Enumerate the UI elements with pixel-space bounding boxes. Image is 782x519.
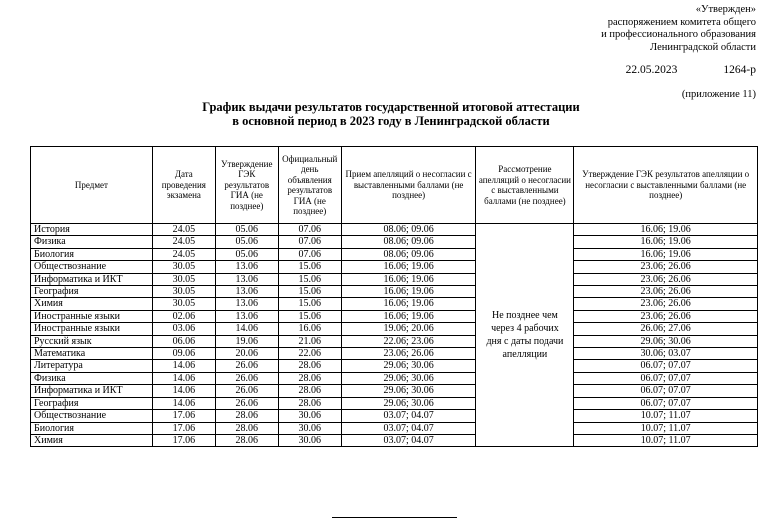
cell-subject: Обществознание [31, 261, 153, 273]
cell-exam-date: 14.06 [152, 360, 215, 372]
cell-exam-date: 09.06 [152, 348, 215, 360]
cell-subject: Литература [31, 360, 153, 372]
table-row [31, 422, 758, 434]
cell-gek-approval: 13.06 [215, 286, 278, 298]
cell-gek-appeal-approval: 06.07; 07.07 [574, 372, 758, 384]
table-row [31, 236, 758, 248]
table-row [31, 385, 758, 397]
cell-subject: Русский язык [31, 335, 153, 347]
order-date: 22.05.2023 [625, 64, 678, 76]
cell-appeal-receipt: 19.06; 20.06 [341, 323, 476, 335]
cell-official-day: 28.06 [278, 397, 341, 409]
table-row [31, 410, 758, 422]
cell-official-day: 21.06 [278, 335, 341, 347]
header-exam-date: Дата проведения экзамена [152, 147, 215, 224]
cell-appeal-receipt: 29.06; 30.06 [341, 385, 476, 397]
cell-gek-appeal-approval: 06.07; 07.07 [574, 385, 758, 397]
cell-gek-approval: 26.06 [215, 385, 278, 397]
cell-appeal-receipt: 08.06; 09.06 [341, 224, 476, 236]
cell-exam-date: 14.06 [152, 372, 215, 384]
cell-official-day: 28.06 [278, 385, 341, 397]
cell-official-day: 15.06 [278, 261, 341, 273]
table-row [31, 286, 758, 298]
header-gek-approval: Утверждение ГЭК результатов ГИА (не позднее) [215, 147, 278, 224]
cell-gek-approval: 13.06 [215, 261, 278, 273]
cell-official-day: 16.06 [278, 323, 341, 335]
cell-gek-appeal-approval: 29.06; 30.06 [574, 335, 758, 347]
table-row [31, 298, 758, 310]
cell-subject: Информатика и ИКТ [31, 385, 153, 397]
cell-exam-date: 30.05 [152, 298, 215, 310]
table-row [31, 310, 758, 322]
cell-exam-date: 02.06 [152, 310, 215, 322]
cell-exam-date: 06.06 [152, 335, 215, 347]
approval-line-committee: и профессионального образования [601, 29, 756, 40]
cell-exam-date: 24.05 [152, 248, 215, 260]
cell-exam-date: 17.06 [152, 410, 215, 422]
document-title [0, 100, 782, 128]
cell-appeal-receipt: 23.06; 26.06 [341, 348, 476, 360]
cell-gek-appeal-approval: 23.06; 26.06 [574, 286, 758, 298]
cell-exam-date: 17.06 [152, 434, 215, 446]
cell-exam-date: 24.05 [152, 224, 215, 236]
cell-subject: Математика [31, 348, 153, 360]
cell-appeal-receipt: 16.06; 19.06 [341, 261, 476, 273]
cell-official-day: 15.06 [278, 298, 341, 310]
cell-gek-approval: 28.06 [215, 410, 278, 422]
cell-gek-approval: 28.06 [215, 422, 278, 434]
cell-gek-appeal-approval: 10.07; 11.07 [574, 422, 758, 434]
cell-gek-appeal-approval: 23.06; 26.06 [574, 261, 758, 273]
approval-block [601, 4, 756, 54]
table-row [31, 335, 758, 347]
cell-appeal-receipt: 03.07; 04.07 [341, 434, 476, 446]
cell-gek-appeal-approval: 23.06; 26.06 [574, 298, 758, 310]
cell-appeal-receipt: 22.06; 23.06 [341, 335, 476, 347]
header-official-day: Официальный день объявления результатов ГИА (не позднее) [278, 147, 341, 224]
cell-gek-appeal-approval: 16.06; 19.06 [574, 224, 758, 236]
header-subject: Предмет [31, 147, 153, 224]
cell-gek-approval: 26.06 [215, 372, 278, 384]
cell-subject: Иностранные языки [31, 323, 153, 335]
cell-subject: Биология [31, 248, 153, 260]
cell-gek-appeal-approval: 23.06; 26.06 [574, 273, 758, 285]
table-row [31, 248, 758, 260]
cell-appeal-receipt: 16.06; 19.06 [341, 273, 476, 285]
cell-official-day: 07.06 [278, 236, 341, 248]
cell-subject: Иностранные языки [31, 310, 153, 322]
cell-subject: География [31, 397, 153, 409]
cell-gek-approval: 14.06 [215, 323, 278, 335]
cell-exam-date: 14.06 [152, 385, 215, 397]
approval-heading: «Утвержден» [695, 4, 756, 15]
cell-gek-approval: 26.06 [215, 360, 278, 372]
cell-official-day: 30.06 [278, 410, 341, 422]
cell-gek-approval: 13.06 [215, 310, 278, 322]
cell-appeal-receipt: 08.06; 09.06 [341, 248, 476, 260]
table-header [31, 147, 758, 224]
cell-official-day: 15.06 [278, 286, 341, 298]
header-appeal-receipt: Прием апелляций о несогласии с выставленными баллами (не позднее) [341, 147, 476, 224]
cell-subject: История [31, 224, 153, 236]
header-gek-appeal-approval: Утверждение ГЭК результатов апелляции о несогласии с выставленными баллами (не позднее) [574, 147, 758, 224]
cell-exam-date: 03.06 [152, 323, 215, 335]
table-row [31, 261, 758, 273]
order-number: 1264-р [723, 64, 756, 76]
cell-official-day: 30.06 [278, 434, 341, 446]
cell-subject: Физика [31, 372, 153, 384]
cell-gek-approval: 26.06 [215, 397, 278, 409]
appendix-label: (приложение 11) [681, 89, 756, 100]
cell-gek-appeal-approval: 10.07; 11.07 [574, 410, 758, 422]
cell-gek-approval: 05.06 [215, 224, 278, 236]
cell-appeal-review-note: Не позднее чем через 4 рабочих дня с даты подачи апелляции [476, 224, 574, 447]
cell-appeal-receipt: 08.06; 09.06 [341, 236, 476, 248]
table-row [31, 397, 758, 409]
cell-subject: Химия [31, 298, 153, 310]
cell-exam-date: 17.06 [152, 422, 215, 434]
cell-appeal-receipt: 16.06; 19.06 [341, 298, 476, 310]
cell-official-day: 15.06 [278, 273, 341, 285]
cell-subject: География [31, 286, 153, 298]
table-row [31, 360, 758, 372]
table-row [31, 224, 758, 236]
cell-subject: Биология [31, 422, 153, 434]
table-row [31, 348, 758, 360]
cell-subject: Химия [31, 434, 153, 446]
cell-official-day: 07.06 [278, 248, 341, 260]
cell-official-day: 22.06 [278, 348, 341, 360]
cell-gek-appeal-approval: 23.06; 26.06 [574, 310, 758, 322]
cell-gek-approval: 28.06 [215, 434, 278, 446]
cell-subject: Обществознание [31, 410, 153, 422]
approval-line-order: распоряжением комитета общего [607, 16, 756, 28]
title-line-1: График выдачи результатов государственной итоговой аттестации [202, 100, 580, 114]
cell-gek-appeal-approval: 06.07; 07.07 [574, 397, 758, 409]
table-body [31, 224, 758, 447]
cell-official-day: 30.06 [278, 422, 341, 434]
cell-official-day: 15.06 [278, 310, 341, 322]
cell-official-day: 28.06 [278, 360, 341, 372]
table-row [31, 372, 758, 384]
cell-appeal-receipt: 29.06; 30.06 [341, 360, 476, 372]
cell-gek-appeal-approval: 06.07; 07.07 [574, 360, 758, 372]
approval-line-region: Ленинградской области [650, 41, 756, 53]
cell-subject: Информатика и ИКТ [31, 273, 153, 285]
cell-appeal-receipt: 29.06; 30.06 [341, 372, 476, 384]
cell-appeal-receipt: 16.06; 19.06 [341, 310, 476, 322]
cell-subject: Физика [31, 236, 153, 248]
cell-official-day: 28.06 [278, 372, 341, 384]
cell-gek-approval: 13.06 [215, 273, 278, 285]
cell-gek-appeal-approval: 30.06; 03.07 [574, 348, 758, 360]
cell-gek-appeal-approval: 26.06; 27.06 [574, 323, 758, 335]
cell-gek-appeal-approval: 16.06; 19.06 [574, 248, 758, 260]
table-row [31, 434, 758, 446]
cell-exam-date: 14.06 [152, 397, 215, 409]
cell-gek-approval: 20.06 [215, 348, 278, 360]
cell-appeal-receipt: 16.06; 19.06 [341, 286, 476, 298]
results-schedule-table [30, 146, 758, 447]
title-line-2: в основной период в 2023 году в Ленинградской области [232, 114, 550, 128]
order-date-number [626, 64, 756, 76]
table-row [31, 323, 758, 335]
cell-gek-approval: 13.06 [215, 298, 278, 310]
cell-exam-date: 30.05 [152, 286, 215, 298]
cell-gek-approval: 05.06 [215, 248, 278, 260]
cell-gek-appeal-approval: 10.07; 11.07 [574, 434, 758, 446]
cell-gek-approval: 05.06 [215, 236, 278, 248]
header-appeal-review: Рассмотрение апелляций о несогласии с выставленными баллами (не позднее) [476, 147, 574, 224]
cell-exam-date: 24.05 [152, 236, 215, 248]
cell-appeal-receipt: 03.07; 04.07 [341, 410, 476, 422]
cell-exam-date: 30.05 [152, 273, 215, 285]
footer-divider [332, 517, 457, 518]
cell-appeal-receipt: 03.07; 04.07 [341, 422, 476, 434]
cell-official-day: 07.06 [278, 224, 341, 236]
table-row [31, 273, 758, 285]
cell-gek-appeal-approval: 16.06; 19.06 [574, 236, 758, 248]
cell-exam-date: 30.05 [152, 261, 215, 273]
cell-gek-approval: 19.06 [215, 335, 278, 347]
cell-appeal-receipt: 29.06; 30.06 [341, 397, 476, 409]
